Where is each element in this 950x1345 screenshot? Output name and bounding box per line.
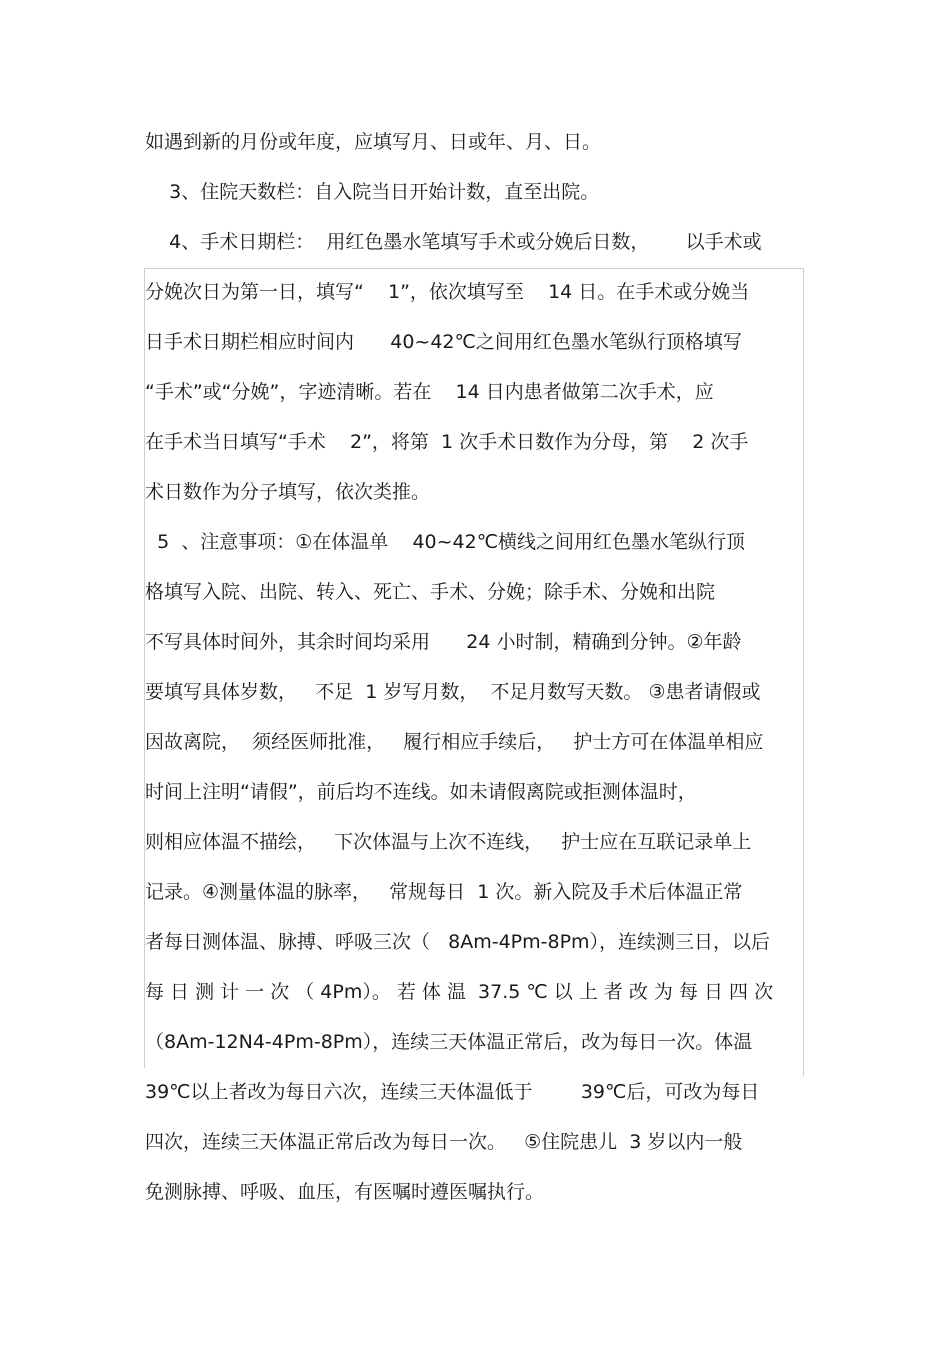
text-line: 3、住院天数栏：自入院当日开始计数，直至出院。 — [145, 181, 600, 203]
text-line: 则相应体温不描绘， 下次体温与上次不连线， 护士应在互联记录单上 — [145, 831, 752, 853]
frame-top-border — [144, 268, 804, 269]
text-line: 因故离院， 须经医师批准， 履行相应手续后， 护士方可在体温单相应 — [145, 731, 764, 753]
text-line: （8Am-12N4-4Pm-8Pm），连续三天体温正常后，改为每日一次。体温 — [145, 1031, 753, 1053]
text-line: 时间上注明“请假”，前后均不连线。如未请假离院或拒测体温时， — [145, 781, 697, 803]
text-line: 不写具体时间外，其余时间均采用 24 小时制，精确到分钟。②年龄 — [145, 631, 742, 653]
text-line: “手术”或“分娩”，字迹清晰。若在 14 日内患者做第二次手术，应 — [145, 381, 714, 403]
text-line: 四次，连续三天体温正常后改为每日一次。 ⑤住院患儿 3 岁以内一般 — [145, 1131, 743, 1153]
text-line: 术日数作为分子填写，依次类推。 — [145, 481, 431, 503]
text-line: 39℃以上者改为每日六次，连续三天体温低于 39℃后，可改为每日 — [145, 1081, 760, 1103]
text-line: 每 日 测 计 一 次 （ 4Pm）。 若 体 温 37.5 ℃ 以 上 者 改 为 每 日 四 次 — [145, 981, 774, 1003]
text-line: 日手术日期栏相应时间内 40~42℃之间用红色墨水笔纵行顶格填写 — [145, 331, 742, 353]
text-line: 记录。④测量体温的脉率， 常规每日 1 次。新入院及手术后体温正常 — [145, 881, 743, 903]
text-line: 分娩次日为第一日，填写“ 1”，依次填写至 14 日。在手术或分娩当 — [145, 281, 750, 303]
text-line: 者每日测体温、脉搏、呼吸三次（ 8Am-4Pm-8Pm），连续测三日，以后 — [145, 931, 771, 953]
frame-right-border — [803, 268, 804, 1076]
text-line: 4、手术日期栏： 用红色墨水笔填写手术或分娩后日数， 以手术或 — [145, 231, 762, 253]
text-line: 免测脉搏、呼吸、血压，有医嘱时遵医嘱执行。 — [145, 1181, 545, 1203]
text-line: 如遇到新的月份或年度，应填写月、日或年、月、日。 — [145, 131, 602, 153]
text-line: 要填写具体岁数， 不足 1 岁写月数， 不足月数写天数。 ③患者请假或 — [145, 681, 761, 703]
text-line: 在手术当日填写“手术 2”，将第 1 次手术日数作为分母，第 2 次手 — [145, 431, 749, 453]
text-line: 5 、注意事项：①在体温单 40~42℃横线之间用红色墨水笔纵行顶 — [145, 531, 746, 553]
text-line: 格填写入院、出院、转入、死亡、手术、分娩；除手术、分娩和出院 — [145, 581, 716, 603]
